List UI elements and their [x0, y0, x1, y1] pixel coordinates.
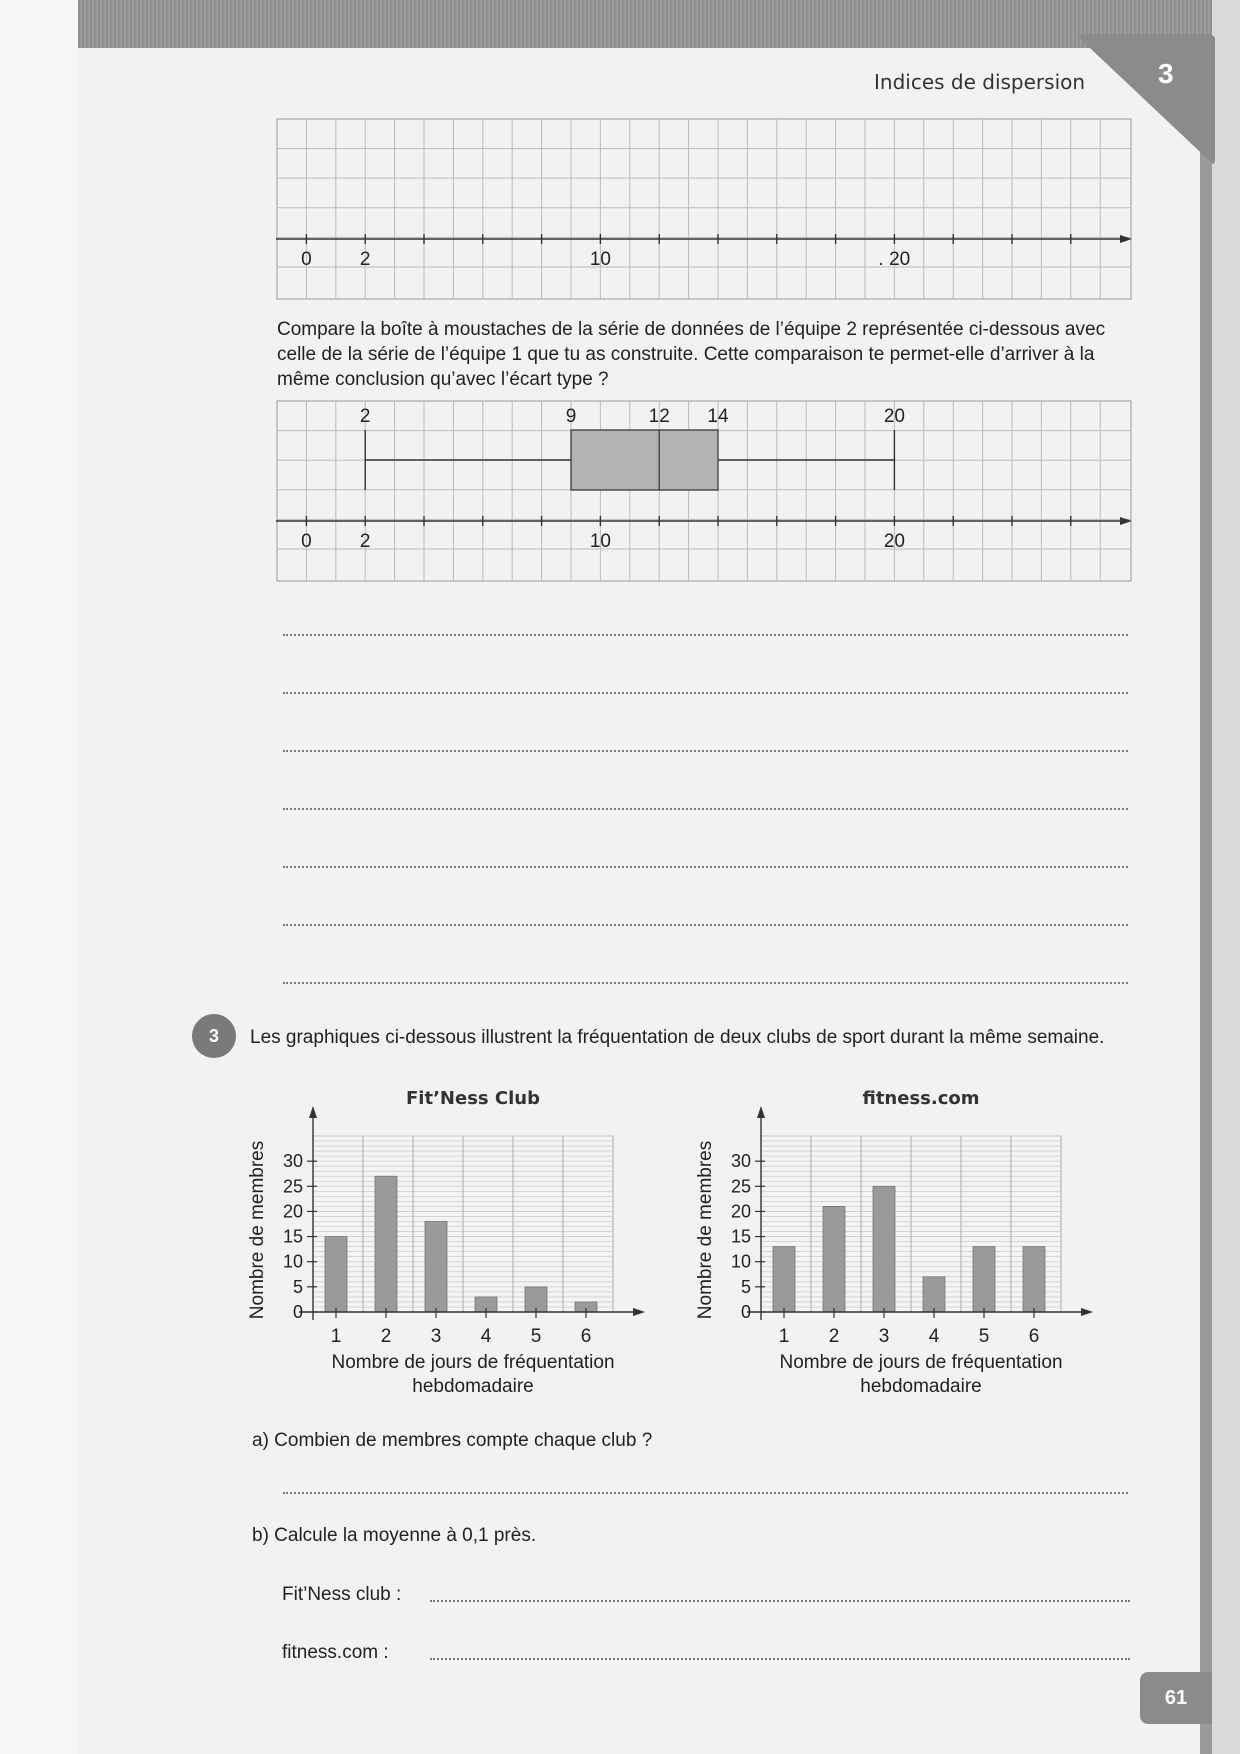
- bar-3: [425, 1221, 447, 1312]
- y-axis-arrow-icon: [309, 1106, 317, 1118]
- bar-5: [973, 1247, 995, 1312]
- answer-line-a[interactable]: [283, 1492, 1128, 1494]
- chapter-title: Indices de dispersion: [874, 70, 1086, 94]
- boxplot-value-label: 12: [648, 406, 670, 427]
- answer-line-fitness-com[interactable]: [430, 1658, 1130, 1660]
- boxplot-value-label: 20: [883, 406, 905, 427]
- axis-tick-label: 0: [301, 531, 312, 552]
- boxplot-box: [571, 430, 718, 490]
- y-tick-label: 10: [730, 1251, 751, 1272]
- axis-arrow-icon: [1120, 517, 1132, 525]
- bar-3: [873, 1186, 895, 1312]
- answer-line-3[interactable]: [283, 750, 1128, 752]
- page-margin: [0, 0, 78, 1754]
- y-tick-label: 25: [730, 1176, 751, 1197]
- y-tick-label: 15: [730, 1226, 751, 1247]
- answer-line-1[interactable]: [283, 634, 1128, 636]
- boxplot-value-label: 14: [707, 406, 729, 427]
- y-tick-label: 5: [292, 1276, 303, 1297]
- boxplot-value-label: 9: [565, 406, 577, 427]
- x-tick-label: 3: [430, 1326, 442, 1347]
- answer-line-7[interactable]: [283, 982, 1128, 984]
- x-tick-label: 1: [778, 1326, 790, 1347]
- bar-4: [923, 1277, 945, 1312]
- answer-line-6[interactable]: [283, 924, 1128, 926]
- exercise-intro: Les graphiques ci-dessous illustrent la fréquentation de deux clubs de sport durant la même semaine.: [250, 1027, 1105, 1048]
- x-tick-label: 5: [978, 1326, 990, 1347]
- y-tick-label: 15: [282, 1226, 303, 1247]
- y-axis-label: Nombre de membres: [695, 1140, 716, 1320]
- chart-title: fitness.com: [862, 1088, 980, 1109]
- y-axis-arrow-icon: [757, 1106, 765, 1118]
- answer-line-fitness-club[interactable]: [430, 1600, 1130, 1602]
- y-tick-label: 25: [282, 1176, 303, 1197]
- answer-line-5[interactable]: [283, 866, 1128, 868]
- y-tick-label: 20: [730, 1201, 751, 1222]
- x-tick-label: 5: [530, 1326, 542, 1347]
- x-axis-label: Nombre de jours de fréquentation hebdomadaire: [779, 1352, 1063, 1397]
- y-axis-label: Nombre de membres: [247, 1140, 268, 1320]
- axis-tick-label: 10: [589, 249, 611, 270]
- bar-2: [823, 1206, 845, 1312]
- x-tick-label: 4: [928, 1326, 940, 1347]
- y-tick-label: 30: [282, 1151, 303, 1172]
- chart-fitness-com: [693, 1080, 1123, 1405]
- x-tick-label: 4: [480, 1326, 492, 1347]
- axis-tick-label: 2: [359, 249, 371, 270]
- x-axis-label: Nombre de jours de fréquentation hebdomadaire: [331, 1352, 615, 1397]
- chart-title: Fit’Ness Club: [406, 1088, 540, 1109]
- top-band: [78, 0, 1212, 48]
- page-number: 61: [1140, 1672, 1212, 1724]
- axis-tick-label: 20: [883, 531, 905, 552]
- exercise-number-badge: 3: [192, 1014, 236, 1058]
- bar-1: [773, 1247, 795, 1312]
- axis-tick-label: 0: [301, 249, 312, 270]
- axis-arrow-icon: [1120, 235, 1132, 243]
- boxplot-question: Compare la boîte à moustaches de la série de données de l’équipe 2 représentée ci-dessous avec celle de la série de l’équipe 1 que tu as construite. Cette comparaison te permet-elle d’arriver à la même conclusion qu’avec l’écart type ?: [277, 319, 1106, 390]
- fitness-club-label: Fit’Ness club :: [282, 1584, 402, 1605]
- x-tick-label: 2: [828, 1326, 840, 1347]
- x-tick-label: 6: [1028, 1326, 1040, 1347]
- boxplot-grid: [276, 400, 1132, 582]
- axis-tick-label: . 20: [878, 249, 911, 270]
- x-axis-arrow-icon: [633, 1308, 645, 1316]
- y-tick-label: 10: [282, 1251, 303, 1272]
- chart-fitness-club: [245, 1080, 675, 1405]
- chapter-number: 3: [1158, 58, 1174, 89]
- x-tick-label: 2: [380, 1326, 392, 1347]
- number-line-grid-1: [276, 118, 1132, 300]
- question-b: b) Calcule la moyenne à 0,1 près.: [252, 1525, 537, 1546]
- bar-6: [1023, 1247, 1045, 1312]
- axis-tick-label: 10: [589, 531, 611, 552]
- x-axis-arrow-icon: [1081, 1308, 1093, 1316]
- x-tick-label: 1: [330, 1326, 342, 1347]
- y-tick-label: 20: [282, 1201, 303, 1222]
- bar-1: [325, 1237, 347, 1312]
- answer-line-4[interactable]: [283, 808, 1128, 810]
- y-tick-label: 0: [740, 1302, 751, 1322]
- x-tick-label: 3: [878, 1326, 890, 1347]
- axis-tick-label: 2: [359, 531, 371, 552]
- y-tick-label: 30: [730, 1151, 751, 1172]
- bar-2: [375, 1176, 397, 1312]
- boxplot-value-label: 2: [359, 406, 371, 427]
- x-tick-label: 6: [580, 1326, 592, 1347]
- answer-line-2[interactable]: [283, 692, 1128, 694]
- question-a: a) Combien de membres compte chaque club ?: [252, 1430, 653, 1451]
- y-tick-label: 0: [292, 1302, 303, 1322]
- y-tick-label: 5: [740, 1276, 751, 1297]
- grid-border: [277, 401, 1131, 581]
- fitness-com-label: fitness.com :: [282, 1642, 389, 1663]
- grid-border: [277, 119, 1131, 299]
- right-band: [1200, 48, 1212, 1754]
